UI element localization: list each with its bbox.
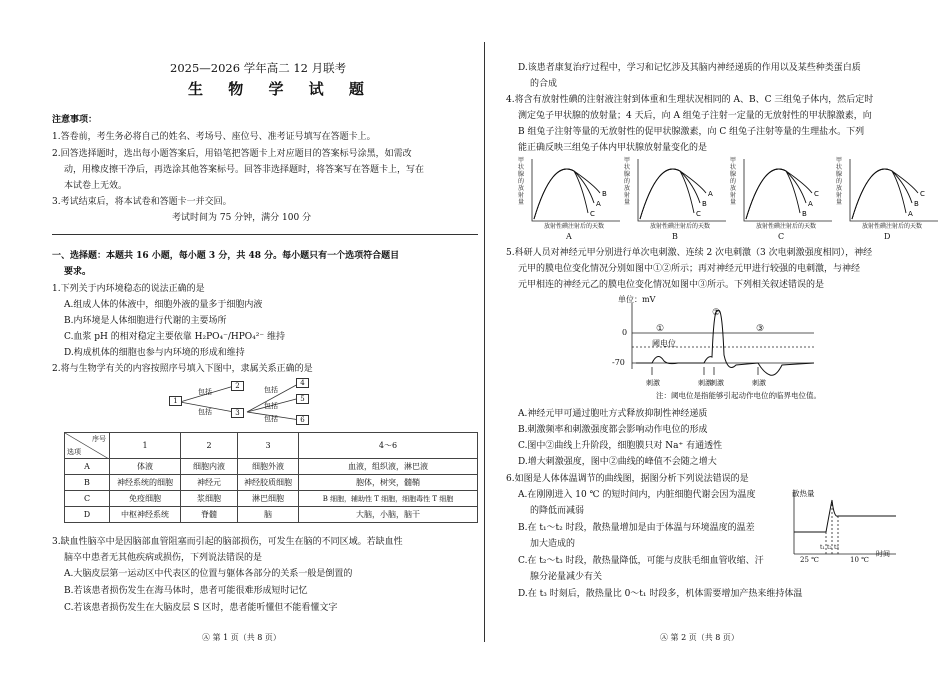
q5-mark-2: ② <box>712 308 721 318</box>
q2-stem: 2.将与生物学有关的内容按照序号填入下图中，隶属关系正确的是 <box>52 364 313 374</box>
q4-ylabel: 甲状腺的放射量 <box>518 157 525 206</box>
q4-stem-cont: B 组兔子注射等量的无放射性的促甲状腺激素，向 C 组兔子注射等量的生理盐水。下列 <box>518 127 865 137</box>
q2-node-2: 2 <box>231 381 244 391</box>
q5-stimulus-label: 刺激 <box>752 379 766 387</box>
curve-label: B <box>602 190 607 198</box>
curve-label: A <box>708 190 713 198</box>
table-cell: 血液，组织液，淋巴液 <box>299 459 478 475</box>
q1-option-c: C.血浆 pH 的相对稳定主要依靠 H₂PO₄⁻/HPO₄²⁻ 维持 <box>64 332 286 342</box>
curve-label: C <box>590 210 595 218</box>
table-row <box>65 507 478 523</box>
note-line: 动，用橡皮擦干净后，再选涂其他答案标号。回答非选择题时，将答案写在答题卡上，写在 <box>64 165 425 175</box>
q3-stem-cont: 脑卒中患者无其他疾病或损伤，下列说法错误的是 <box>64 553 263 563</box>
q3-stem: 3.缺血性脑卒中是因脑部血管阻塞而引起的脑部损伤，可发生在脑的不同区域。若缺血性 <box>52 537 403 547</box>
q5-note: 注：阈电位是指能够引起动作电位的临界电位值。 <box>656 391 821 400</box>
q5-unit: 单位：mV <box>618 295 656 304</box>
table-cell: 脊髓 <box>181 507 238 523</box>
q2-node-5: 5 <box>296 394 309 404</box>
q3-option-d-cont: 的合成 <box>530 79 558 89</box>
page-footer: Ⓐ 第 2 页（共 8 页） <box>660 633 739 642</box>
q1-option-d: D.构成机体的细胞也参与内环境的形成和维持 <box>64 348 245 358</box>
q6-t3: t₃ <box>834 544 839 551</box>
table-cell: 脑 <box>238 507 299 523</box>
page-footer: Ⓐ 第 1 页（共 8 页） <box>202 633 281 642</box>
note-line: 本试卷上无效。 <box>64 181 128 191</box>
q4-ylabel: 甲状腺的放射量 <box>624 157 631 206</box>
q4-xlabel: 放射性碘注射后的天数 <box>862 223 923 230</box>
table-cell: 细胞外液 <box>238 459 299 475</box>
exam-title: 2025—2026 学年高二 12 月联考 <box>170 61 347 75</box>
q5-stem: 5.科研人员对神经元甲分别进行单次电刺激、连续 2 次电刺激（3 次电刺激强度相同），神经 <box>506 248 873 258</box>
q5-stimulus-label: 刺激 <box>698 379 712 387</box>
table-cell: 大脑，小脑，脑干 <box>299 507 478 523</box>
q4-stem-cont: 测定兔子甲状腺的放射量；4 天后，向 A 组兔子注射一定量的无放射性的甲状腺激素，向 <box>518 111 872 121</box>
q4-stem-cont: 能正确反映三组兔子体内甲状腺放射量变化的是 <box>518 143 708 153</box>
curve-label: A <box>596 200 601 208</box>
note-line: 1.答卷前，考生务必将自己的姓名、考场号、座位号、准考证号填写在答题卡上。 <box>52 132 376 142</box>
table-cell: 神经元 <box>181 475 238 491</box>
q4-graph-a <box>518 155 622 243</box>
table-row <box>65 475 478 491</box>
q6-t2: t₂ <box>827 544 832 551</box>
table-cell: 浆细胞 <box>181 491 238 507</box>
q4-graph-plot <box>624 155 728 227</box>
q4-graph-label: A <box>566 232 572 241</box>
q2-node-1: 1 <box>169 396 182 406</box>
q2-col-header: 3 <box>238 433 299 459</box>
q4-graph-plot <box>836 155 940 227</box>
row-option: A <box>65 459 110 475</box>
q4-graph-plot <box>518 155 622 227</box>
q6-option-a: A.在刚刚进入 10 ℃ 的短时间内，内脏细胞代谢会因为温度 <box>518 490 756 500</box>
curve-label: C <box>814 190 819 198</box>
q5-mark-1: ① <box>656 324 665 334</box>
curve-label: B <box>802 210 807 218</box>
q4-graph-b <box>624 155 728 243</box>
q2-table <box>64 432 478 523</box>
q2-edge-label: 包括 <box>198 388 212 396</box>
curve-label: A <box>908 210 913 218</box>
subject-title: 生 物 学 试 题 <box>188 80 374 98</box>
q5-option-d: D.增大刺激强度，图中②曲线的峰值不会随之增大 <box>518 457 717 467</box>
table-cell: 体液 <box>110 459 181 475</box>
q4-graph-c <box>730 155 834 243</box>
q4-xlabel: 放射性碘注射后的天数 <box>650 223 711 230</box>
q6-stem: 6.如图是人体体温调节的曲线图，据图分析下列说法错误的是 <box>506 474 749 484</box>
q6-xlabel: 时间 <box>876 550 890 558</box>
q6-option-c-cont: 腺分泌量减少有关 <box>530 572 603 582</box>
table-cell: 中枢神经系统 <box>110 507 181 523</box>
q2-edge-label: 包括 <box>264 415 278 423</box>
table-row <box>65 491 478 507</box>
note-line: 3.考试结束后，将本试卷和答题卡一并交回。 <box>52 197 232 207</box>
table-cell: 神经胶质细胞 <box>238 475 299 491</box>
q4-graph-label: B <box>672 232 678 241</box>
table-cell: 胞体，树突，髓鞘 <box>299 475 478 491</box>
table-cell: 淋巴细胞 <box>238 491 299 507</box>
q5-option-a: A.神经元甲可通过胞吐方式释放抑制性神经递质 <box>518 409 708 419</box>
q3-option-a: A.大脑皮层第一运动区中代表区的位置与躯体各部分的关系一般是倒置的 <box>64 569 353 579</box>
q2-edge-label: 包括 <box>264 386 278 394</box>
note-line: 2.回答选择题时，选出每小题答案后，用铅笔把答题卡上对应题目的答案标号涂黑，如需改 <box>52 149 412 159</box>
q2-col-header: 1 <box>110 433 181 459</box>
q5-option-c: C.图中②曲线上升阶段，细胞膜只对 Na⁺ 有通透性 <box>518 441 723 451</box>
q6-t1: t₁ <box>820 544 825 551</box>
curve-label: B <box>914 200 919 208</box>
table-cell: B 细胞，辅助性 T 细胞，细胞毒性 T 细胞 <box>299 491 478 507</box>
q2-table-corner <box>65 433 110 459</box>
q5-y-zero: 0 <box>622 328 628 337</box>
q6-option-a-cont: 的降低而减弱 <box>530 506 585 516</box>
q5-stem-cont: 元甲的膜电位变化情况分别如图中①②所示；再对神经元甲进行较强的电刺激，与神经 <box>518 264 861 274</box>
table-cell: 神经系统的细胞 <box>110 475 181 491</box>
q2-node-6: 6 <box>296 415 309 425</box>
q5-stimulus-label: 刺激 <box>710 379 724 387</box>
curve-c <box>640 169 694 219</box>
q5-threshold-label: 阈电位 <box>652 339 676 348</box>
q6-option-d: D.在 t₃ 时刻后，散热量比 0～t₁ 时段多，机体需要增加产热来维持体温 <box>518 589 803 599</box>
q3-option-d: D.该患者康复治疗过程中，学习和记忆涉及其脑内神经递质的作用以及某些种类蛋白质 <box>518 63 861 73</box>
curve-label: C <box>920 190 925 198</box>
q5-y-min: -70 <box>612 358 625 367</box>
q2-col-header: 4～6 <box>299 433 478 459</box>
q3-option-c: C.若该患者损伤发生在大脑皮层 S 区时，患者能听懂但不能看懂文字 <box>64 603 338 613</box>
q4-graph-label: D <box>884 232 891 241</box>
q6-option-b-cont: 加大造成的 <box>530 539 576 549</box>
section-heading: 一、选择题：本题共 16 小题，每小题 3 分，共 48 分。每小题只有一个选项符合题目 <box>52 251 400 261</box>
curve-a <box>852 169 906 219</box>
q1-stem: 1.下列关于内环境稳态的说法正确的是 <box>52 284 205 294</box>
section-heading-cont: 要求。 <box>64 267 92 277</box>
corner-bottom-label: 选项 <box>67 448 81 456</box>
row-option: C <box>65 491 110 507</box>
time-line: 考试时间为 75 分钟，满分 100 分 <box>172 213 312 223</box>
curve-label: C <box>696 210 701 218</box>
q2-edge-label: 包括 <box>198 408 212 416</box>
q1-option-a: A.组成人体的体液中，细胞外液的量多于细胞内液 <box>64 300 263 310</box>
q6-ylabel: 散热量 <box>792 489 815 498</box>
curve-label: B <box>702 200 707 208</box>
q6-option-c: C.在 t₂～t₃ 时段，散热量降低，可能与皮肤毛细血管收缩、汗 <box>518 556 764 566</box>
q3-option-b: B.若该患者损伤发生在海马体时，患者可能很难形成短时记忆 <box>64 586 308 596</box>
q4-graph-label: C <box>778 232 785 241</box>
q4-xlabel: 放射性碘注射后的天数 <box>544 223 605 230</box>
table-row <box>65 459 478 475</box>
notes-heading: 注意事项： <box>52 115 98 125</box>
q6-option-b: B.在 t₁～t₂ 时段，散热量增加是由于体温与环境温度的温差 <box>518 523 755 533</box>
header-rule <box>52 234 478 235</box>
q6-temp-25: 25 ℃ <box>800 556 819 564</box>
q5-option-b: B.刺激频率和刺激强度都会影响动作电位的形成 <box>518 425 708 435</box>
q5-mark-3: ③ <box>756 324 765 334</box>
row-option: B <box>65 475 110 491</box>
q2-node-4: 4 <box>296 378 309 388</box>
curve-c <box>534 169 588 219</box>
q5-stem-cont: 元甲相连的神经元乙的膜电位变化情况如图中③所示。下列相关叙述错误的是 <box>518 280 825 290</box>
q5-stimulus-label: 刺激 <box>646 379 660 387</box>
q4-graph-d <box>836 155 940 243</box>
q2-col-header: 2 <box>181 433 238 459</box>
q4-ylabel: 甲状腺的放射量 <box>730 157 737 206</box>
q4-xlabel: 放射性碘注射后的天数 <box>756 223 817 230</box>
q4-ylabel: 甲状腺的放射量 <box>836 157 843 206</box>
q2-edge-label: 包括 <box>264 402 278 410</box>
curve-b <box>746 169 800 219</box>
curve-label: A <box>808 200 813 208</box>
q4-graph-plot <box>730 155 834 227</box>
q1-option-b: B.内环境是人体细胞进行代谢的主要场所 <box>64 316 227 326</box>
table-cell: 细胞内液 <box>181 459 238 475</box>
q4-graph-row <box>518 155 938 243</box>
table-cell: 免疫细胞 <box>110 491 181 507</box>
q2-node-3: 3 <box>231 408 244 418</box>
column-divider <box>484 42 485 642</box>
row-option: D <box>65 507 110 523</box>
corner-top-label: 序号 <box>92 435 106 443</box>
q4-stem: 4.将含有放射性碘的注射液注射到体重和生理状况相同的 A、B、C 三组兔子体内，然后定时 <box>506 95 874 105</box>
q6-temp-10: 10 ℃ <box>850 556 869 564</box>
